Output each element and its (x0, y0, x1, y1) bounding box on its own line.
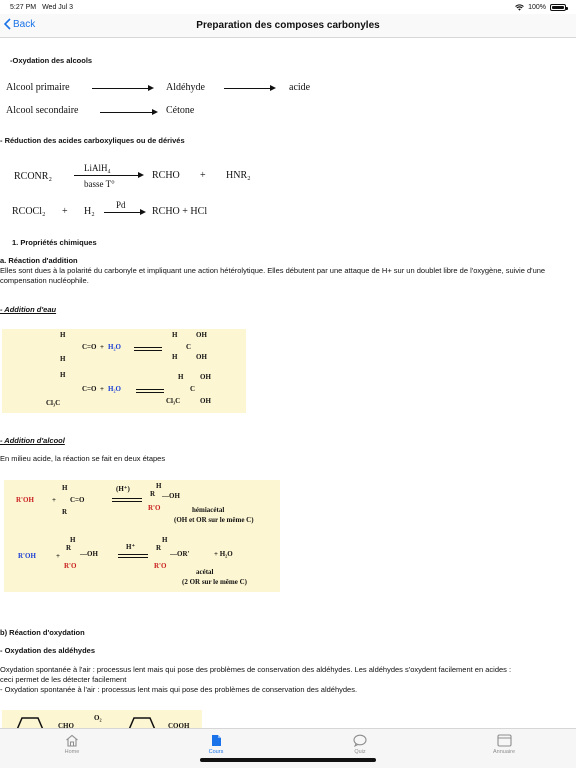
chem-plus: + (200, 170, 206, 181)
back-label: Back (13, 18, 36, 30)
navigation-bar (0, 14, 576, 38)
heading-oxydation-aldehydes: - Oxydation des aldéhydes (0, 646, 96, 655)
heading-reduction: - Réduction des acides carboxyliques ou de dérivés (0, 136, 185, 145)
equilibrium-arrow-bottom (118, 557, 148, 558)
home-icon (65, 734, 79, 747)
atom-h: H (60, 371, 66, 379)
aldehyde-group: CHO (58, 722, 74, 728)
atom-h: H (156, 482, 162, 490)
battery-icon (550, 4, 566, 11)
chem-alcool-secondaire: Alcool secondaire (6, 105, 79, 116)
trichloromethyl-group: Cl₃C (46, 399, 61, 407)
chem-basse-t: basse T° (84, 179, 115, 189)
equilibrium-arrow-top (136, 389, 164, 390)
chem-h2: H₂ (84, 206, 95, 217)
hydroxyl-group: —OH (80, 550, 98, 558)
chem-hnr2: HNR₂ (226, 170, 251, 181)
diagram-addition-eau (2, 329, 246, 413)
note-hemiacetal: (OH et OR sur le même C) (174, 516, 254, 524)
hydroxyl-group: OH (196, 353, 207, 361)
water-molecule: H₂O (108, 343, 121, 351)
tab-label: Cours (208, 749, 224, 755)
heading-oxydation-alcools: -Oxydation des alcools (10, 56, 93, 65)
atom-r: R (150, 490, 156, 498)
chem-rcocl2: RCOCl₂ (12, 206, 46, 217)
atom-h: H (60, 331, 66, 339)
alkoxy-group: R'O (154, 562, 167, 570)
text-line: ceci permet de les détecter facilement (0, 675, 127, 684)
atom-c: C (186, 343, 192, 351)
chem-lialh4: LiAlH₄ (84, 163, 111, 173)
atom-h: H (62, 484, 68, 492)
text-line: Elles sont dues à la polarité du carbonyle et impliquant une action hétérolytique. Elles débutent par une attaque de H+ sur un doublet libre de l'oxygène, suivie d'une (0, 266, 546, 275)
reaction-arrow (224, 88, 274, 89)
chem-aldehyde: Aldéhyde (166, 82, 205, 93)
tab-label: Annuaire (492, 749, 516, 755)
battery-percent: 100% (528, 3, 546, 11)
reaction-arrow (100, 112, 156, 113)
catalyst-h-plus: H⁺ (126, 543, 136, 551)
heading-reaction-addition: a. Réaction d'addition (0, 256, 78, 265)
equilibrium-arrow-bottom (136, 392, 164, 393)
paragraph-oxydation (0, 665, 564, 695)
atom-r: R (62, 508, 68, 516)
atom-h: H (172, 331, 178, 339)
back-button[interactable] (4, 18, 35, 30)
reaction-arrow (92, 88, 152, 89)
heading-addition-eau: - Addition d'eau (0, 305, 57, 314)
alkoxy-group: R'O (64, 562, 77, 570)
text-line: - Oxydation spontanée à l'air : processus lent mais qui pose des problèmes de conservation des aldéhydes. (0, 685, 358, 694)
chem-alcool-primaire: Alcool primaire (6, 82, 70, 93)
chevron-left-icon (4, 18, 11, 30)
diagram-addition-alcool (4, 480, 280, 592)
water-product: + H₂O (214, 550, 233, 558)
catalyst-h-plus: (H⁺) (116, 485, 130, 493)
heading-reaction-oxydation: b) Réaction d'oxydation (0, 628, 85, 637)
chem-rconr2: RCONR₂ (14, 171, 52, 182)
benzene-ring-icon (8, 714, 52, 728)
oxygen-reagent: O₂ (94, 714, 102, 722)
hydroxyl-group: OH (200, 373, 211, 381)
status-bar (0, 0, 576, 14)
equilibrium-arrow-top (118, 554, 148, 555)
tab-label: Home (64, 749, 80, 755)
heading-addition-alcool: - Addition d'alcool (0, 436, 65, 445)
hydroxyl-group: OH (196, 331, 207, 339)
benzene-ring-icon (120, 714, 164, 728)
text-line: compensation nucléophile. (0, 276, 89, 285)
status-time: 5:27 PM (10, 3, 37, 11)
reaction-arrow (74, 175, 142, 176)
document-icon (211, 734, 222, 747)
alkoxy-or-group: —OR' (170, 550, 190, 558)
equilibrium-arrow-top (112, 498, 142, 499)
diagram-oxydation-aldehyde (2, 710, 202, 728)
atom-r: R (66, 544, 72, 552)
trichloromethyl-group: Cl₃C (166, 397, 181, 405)
chat-bubble-icon (353, 734, 367, 747)
atom-h: H (70, 536, 76, 544)
chem-rcho-hcl: RCHO + HCl (152, 206, 208, 217)
atom-c: C (190, 385, 196, 393)
atom-r: R (156, 544, 162, 552)
hydroxyl-group: OH (200, 397, 211, 405)
chem-plus: + (62, 206, 68, 217)
chem-pd: Pd (116, 200, 126, 210)
carboxylic-group: COOH (168, 722, 190, 728)
water-molecule: H₂O (108, 385, 121, 393)
carbonyl-group: C=O (70, 496, 85, 504)
chem-cetone: Cétone (166, 105, 195, 116)
plus-sign: + (52, 496, 56, 504)
carbonyl-group: C=O (82, 385, 97, 393)
chem-rcho: RCHO (152, 170, 180, 181)
course-content[interactable] (0, 38, 576, 728)
tab-cours[interactable] (144, 729, 288, 768)
status-date: Wed Jul 3 (42, 3, 74, 11)
tab-home[interactable] (0, 729, 144, 768)
plus-sign: + (100, 343, 104, 351)
equilibrium-arrow-bottom (134, 350, 162, 351)
atom-h: H (178, 373, 184, 381)
heading-proprietes: 1. Propriétés chimiques (12, 238, 97, 247)
wifi-icon (515, 4, 524, 11)
alcohol-roh: R'OH (16, 496, 34, 504)
atom-h: H (60, 355, 66, 363)
tab-label: Quiz (354, 749, 366, 755)
reaction-arrow (104, 212, 144, 213)
hydroxyl-group: —OH (162, 492, 180, 500)
chem-acide: acide (289, 82, 311, 93)
tab-quiz[interactable] (288, 729, 432, 768)
carbonyl-group: C=O (82, 343, 97, 351)
label-hemiacetal: hémiacétal (192, 506, 225, 514)
equilibrium-arrow-bottom (112, 501, 142, 502)
label-acetal: acétal (196, 568, 214, 576)
paragraph-addition (0, 266, 560, 286)
book-icon (497, 734, 512, 747)
paragraph-milieu-acide: En milieu acide, la réaction se fait en deux étapes (0, 454, 166, 463)
atom-h: H (172, 353, 178, 361)
page-title: Preparation des composes carbonyles (196, 20, 380, 31)
alcohol-roh: R'OH (18, 552, 36, 560)
tab-annuaire[interactable] (432, 729, 576, 768)
plus-sign: + (100, 385, 104, 393)
atom-h: H (162, 536, 168, 544)
note-acetal: (2 OR sur le même C) (182, 578, 247, 586)
home-indicator[interactable] (200, 758, 376, 762)
plus-sign: + (56, 552, 60, 560)
equilibrium-arrow-top (134, 347, 162, 348)
tab-bar (0, 728, 576, 768)
text-line: Oxydation spontanée à l'air : processus lent mais qui pose des problèmes de conservation des aldéhydes. Les aldéhydes s'oxydent facilement en acides : (0, 665, 512, 674)
alkoxy-group: R'O (148, 504, 161, 512)
